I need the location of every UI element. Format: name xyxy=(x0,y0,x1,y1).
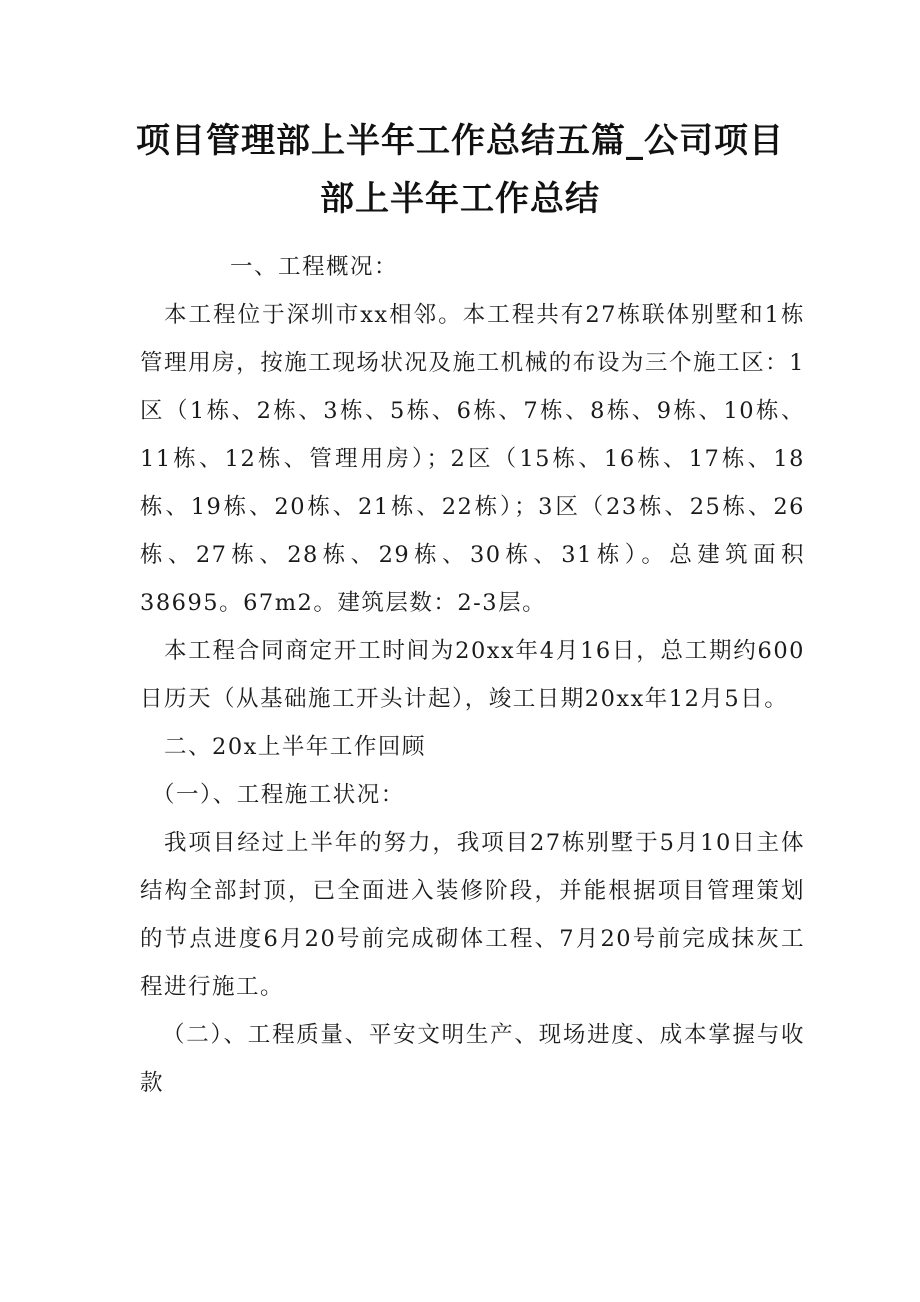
document-title: 项目管理部上半年工作总结五篇_公司项目部上半年工作总结 xyxy=(136,121,784,219)
paragraph-contract-schedule: 本工程合同商定开工时间为20xx年4月16日，总工期约600日历天（从基础施工开头计起），竣工日期20xx年12月5日。 xyxy=(140,638,805,712)
document-body xyxy=(140,243,805,1107)
paragraph-project-location: 本工程位于深圳市xx相邻。本工程共有27栋联体别墅和1栋管理用房，按施工现场状况及施工机械的布设为三个施工区：1区（1栋、2栋、3栋、5栋、6栋、7栋、8栋、9栋、10栋、11栋、12栋、管理用房）；2区（15栋、16栋、17栋、18栋、19栋、20栋、21栋、22栋）；3区（23栋、25栋、26栋、27栋、28栋、29栋、30栋、31栋）。总建筑面积38695。67m2。建筑层数：2-3层。 xyxy=(140,302,805,616)
subsection-heading-construction-status: （一）、工程施工状况： xyxy=(152,782,405,808)
section-heading-overview: 一、工程概况： xyxy=(230,254,399,280)
subsection-heading-quality-safety: （二）、工程质量、平安文明生产、现场进度、成本掌握与收款 xyxy=(140,1022,805,1096)
paragraph-construction-progress: 我项目经过上半年的努力，我项目27栋别墅于5月10日主体结构全部封顶，已全面进入装修阶段，并能根据项目管理策划的节点进度6月20号前完成砌体工程、7月20号前完成抹灰工程进行施工。 xyxy=(140,830,805,1000)
section-heading-review: 二、20x上半年工作回顾 xyxy=(164,734,426,760)
